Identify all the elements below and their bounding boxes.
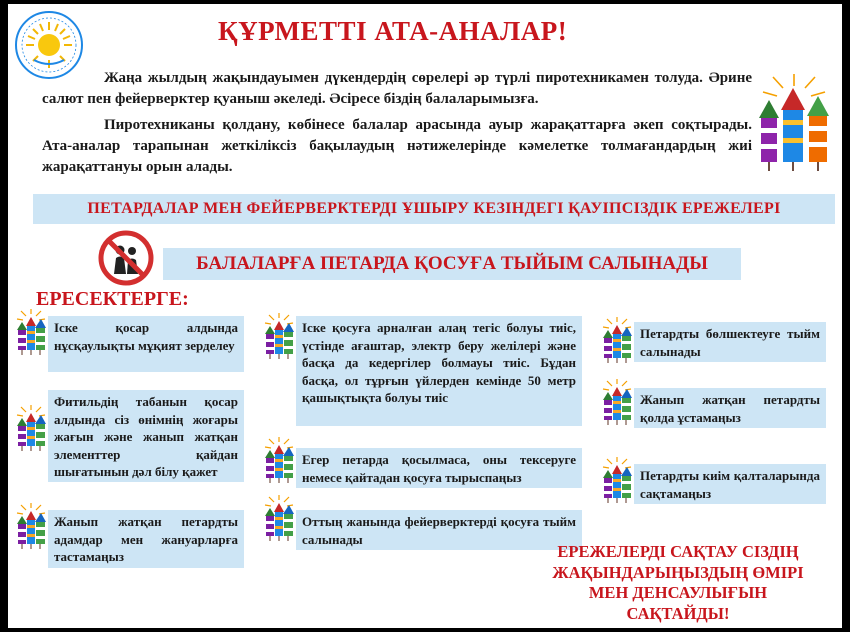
- firework-rocket-icon: [600, 316, 634, 364]
- intro-paragraph-1: Жаңа жылдың жақындауымен дүкендердің сөрелері әр түрлі пиротехникамен толуда. Әрине салют пен фейерверктер қуаныш әкеледі. Әсіресе біздің балаларымызға.: [42, 70, 752, 107]
- closing-message: ЕРЕЖЕЛЕРДІ САҚТАУ СІЗДІҢ ЖАҚЫНДАРЫҢЫЗДЫҢ ӨМІРІ МЕН ДЕНСАУЛЫҒЫН САҚТАЙДЫ!: [552, 542, 804, 623]
- rule-box: Оттың жанында фейерверктерді қосуға тыйм салынады: [296, 510, 582, 550]
- firework-rocket-icon: [262, 312, 296, 360]
- firework-rocket-icon: [262, 436, 296, 484]
- firework-rocket-icon: [600, 456, 634, 504]
- firework-rocket-icon: [600, 378, 634, 426]
- adults-heading: ЕРЕСЕКТЕРГЕ:: [36, 288, 189, 310]
- rule-box: Жанып жатқан петардты қолда ұстамаңыз: [634, 388, 826, 428]
- intro-text: [42, 68, 752, 178]
- firework-rocket-icon: [262, 494, 296, 542]
- intro-paragraph-2: Пиротехниканы қолдану, көбінесе балалар арасында ауыр жарақаттарға әкеп соқтырады. Ата-аналар тарапынан жеткіліксіз бақылаудың нәтижелерінде кәмелетке толмағандардың жиі жарақаттануы орын алады.: [42, 117, 752, 175]
- firework-rocket-icon: [14, 502, 48, 550]
- rule-box: Петардты киім қалталарында сақтамаңыз: [634, 464, 826, 504]
- rule-box: Петардты бөлшектеуге тыйм салынады: [634, 322, 826, 362]
- rule-box: Іске қосуға арналған алаң тегіс болуы тиіс, үстінде ағаштар, электр беру желілері және басқа да кедергілер болмауы тиіс. Бұдан басқа, ол тұрғын үйлерден кемінде 50 метр қашықтықта болуы тиіс: [296, 316, 582, 426]
- no-children-icon: [98, 230, 154, 286]
- firework-rocket-icon: [14, 404, 48, 452]
- rule-box: Іске қосар алдында нұсқаулықты мұқият зерделеу: [48, 316, 244, 372]
- rule-box: Жанып жатқан петардты адамдар мен жануарларға тастамаңыз: [48, 510, 244, 568]
- rule-box: Егер петарда қосылмаса, оны тексеруге немесе қайтадан қосуға тырыспаңыз: [296, 448, 582, 488]
- poster: [8, 4, 842, 628]
- firework-rocket-icon: [14, 308, 48, 356]
- rule-box: Фитильдің табанын қосар алдында сіз өнімнің жоғары жағын және жанып жатқан элементтер қайдан шығатынын дәл білу қажет: [48, 390, 244, 482]
- rules-banner: ПЕТАРДАЛАР МЕН ФЕЙЕРВЕРКТЕРДІ ҰШЫРУ КЕЗІНДЕГІ ҚАУІПСІЗДІК ЕРЕЖЕЛЕРІ: [33, 194, 835, 224]
- page-title: ҚҰРМЕТТІ АТА-АНАЛАР!: [218, 16, 568, 46]
- ban-banner: БАЛАЛАРҒА ПЕТАРДА ҚОСУҒА ТЫЙЫМ САЛЫНАДЫ: [163, 248, 741, 280]
- firework-rocket-icon: [753, 72, 835, 172]
